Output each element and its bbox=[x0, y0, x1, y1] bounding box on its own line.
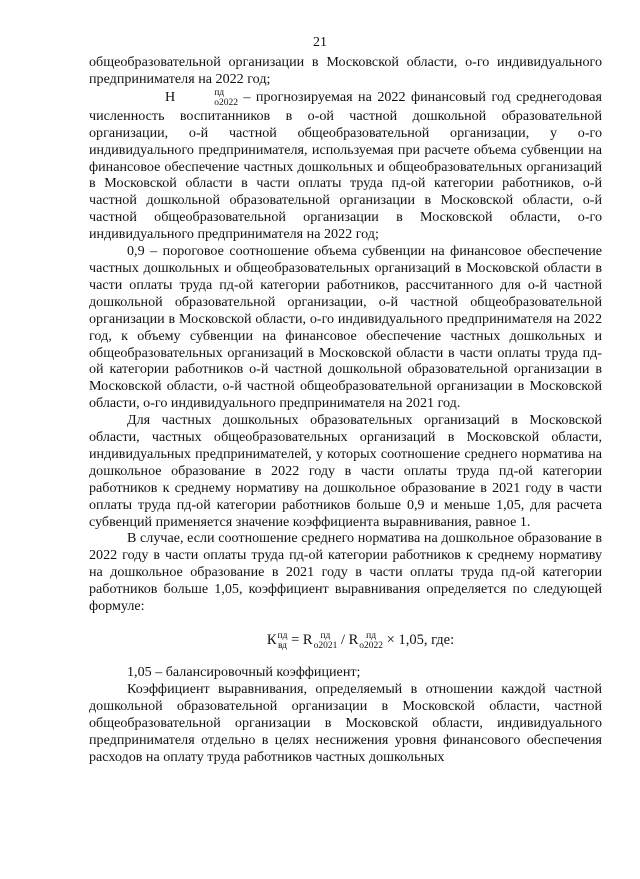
symbol-n-base: Н bbox=[165, 89, 176, 106]
formula-k-indices bbox=[278, 631, 288, 651]
formula-r1-superscript: пд bbox=[320, 630, 331, 641]
paragraph-private-orgs: Для частных дошкольных образовательных организаций в Московской области, частных общеобразовательных организаций в Московской области, индивидуальных предпринимателей, у которых соотношение среднего норматива на дошкольное образование в 2022 году в части оплаты труда пд-ой категории работников к среднему нормативу на дошкольное образование в 2021 году в части оплаты труда пд-ой категории работников больше 0,9 и меньше 1,05, для расчета субвенций применяется значение коэффициента выравнивания, равное 1. bbox=[89, 412, 602, 530]
formula-k-subscript: вд bbox=[277, 640, 288, 651]
formula-r2 bbox=[349, 628, 383, 652]
paragraph-case: В случае, если соотношение среднего норматива на дошкольное образование в 2022 году в части оплаты труда пд-ой категории работников к среднему нормативу на дошкольное образование в 2021 году в части оплаты труда пд-ой категории работников больше 1,05, коэффициент выравнивания определяется по следующей формуле: bbox=[89, 530, 602, 615]
formula-k-base: К bbox=[266, 632, 277, 648]
paragraph-balancing: 1,05 – балансировочный коэффициент; bbox=[127, 664, 361, 680]
formula-r1-subscript: о2021 bbox=[313, 640, 338, 651]
page-number: 21 bbox=[313, 35, 327, 50]
formula-tail: × 1,05, где: bbox=[383, 632, 455, 648]
formula-divide: / bbox=[337, 632, 349, 648]
paragraph-continuation: общеобразовательной организации в Московской области, о-го индивидуального предпринимателя на 2022 год; bbox=[89, 54, 602, 87]
formula-r2-indices bbox=[359, 631, 383, 651]
formula-r1-base: R bbox=[302, 632, 313, 648]
paragraph-definition-n bbox=[89, 88, 602, 243]
definition-n-text: – прогнозируемая на 2022 финансовый год среднегодовая численность воспитанников в о-ой частной дошкольной образовательной организации, о-й частной общеобразовательной организации, у о-го индивидуального предпринимателя, используемая при расчете объема субвенции на финансовое обеспечение частных дошкольных и общеобразовательных организаций в Московской области в части оплаты труда пд-ой категории работников, о-й частной дошкольной образовательной организации в Московской области, о-й частной общеобразовательной организации в Московской области, о-го индивидуального предпринимателя на 2022 год; bbox=[89, 89, 602, 243]
symbol-n-superscript: пд bbox=[214, 87, 225, 98]
symbol-n-indices bbox=[176, 88, 238, 108]
formula-r2-subscript: о2022 bbox=[359, 640, 384, 651]
formula-k bbox=[267, 628, 288, 652]
symbol-n bbox=[127, 88, 238, 108]
symbol-n-subscript: о2022 bbox=[214, 97, 238, 108]
formula-r1-indices bbox=[314, 631, 338, 651]
formula-equals: = bbox=[287, 632, 303, 648]
formula bbox=[89, 628, 602, 652]
paragraph-threshold: 0,9 – пороговое соотношение объема субвенции на финансовое обеспечение частных дошкольных и общеобразовательных организаций в Московской области в части оплаты труда пд-ой категории работников, рассчитанного для о-й частной дошкольной образовательной организации, о-й частной общеобразовательной организации в Московской области, о-го индивидуального предпринимателя на 2022 год, к объему субвенции на финансовое обеспечение частных дошкольных и общеобразовательных организаций в Московской области в части оплаты труда пд-ой категории работников о-й частной дошкольной образовательной организации в Московской области, о-й частной общеобразовательной организации в Московской области, о-го индивидуального предпринимателя на 2021 год. bbox=[89, 243, 602, 412]
formula-k-superscript: пд bbox=[277, 630, 288, 641]
document-body bbox=[89, 54, 602, 765]
formula-r2-superscript: пд bbox=[366, 630, 377, 641]
paragraph-coefficient: Коэффициент выравнивания, определяемый в отношении каждой частной дошкольной образовательной организации в Московской области, частной общеобразовательной организации в Московской области, индивидуального предпринимателя отдельно в целях неснижения уровня финансового обеспечения расходов на оплату труда работников частных дошкольных bbox=[89, 680, 602, 765]
formula-r2-base: R bbox=[348, 632, 359, 648]
formula-r1 bbox=[303, 628, 337, 652]
